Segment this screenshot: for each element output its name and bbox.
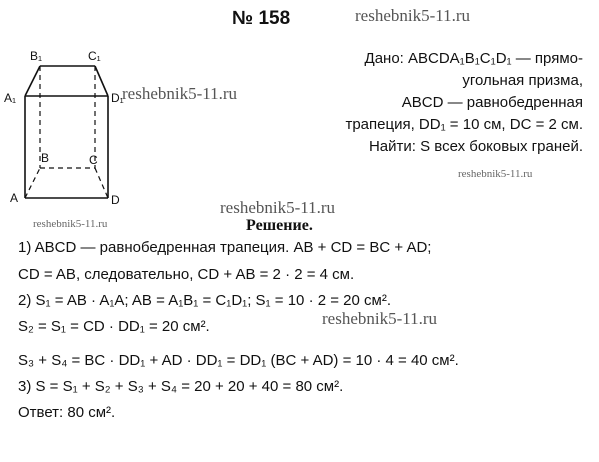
watermark-left-small: reshebnik5-11.ru	[33, 218, 108, 230]
given-line-2: угольная призма,	[462, 72, 583, 89]
label-a1: A₁	[4, 91, 17, 105]
problem-number: № 158	[232, 8, 291, 29]
solution-line-6: 3) S = S₁ + S₂ + S₃ + S₄ = 20 + 20 + 40 = 80 см².	[18, 378, 344, 395]
edge-ab	[25, 168, 40, 198]
watermark-top: reshebnik5-11.ru	[355, 6, 471, 25]
solution-heading: Решение.	[246, 217, 313, 234]
edge-cd	[95, 168, 108, 198]
watermark-lower: reshebnik5-11.ru	[322, 309, 438, 328]
label-d: D	[111, 193, 120, 207]
watermark-right-small: reshebnik5-11.ru	[458, 168, 533, 180]
label-d1: D₁	[111, 91, 124, 105]
label-b1: B₁	[30, 49, 43, 63]
label-a: A	[10, 191, 19, 205]
solution-line-5: S₃ + S₄ = BC · DD₁ + AD · DD₁ = DD₁ (BC + AD) = 10 · 4 = 40 см².	[18, 352, 459, 369]
watermark-figure: reshebnik5-11.ru	[122, 84, 238, 103]
solution-line-1: 1) ABCD — равнобедренная трапеция. AB + CD = BC + AD;	[18, 239, 432, 256]
edge-c1d1	[95, 66, 108, 96]
given-line-4: трапеция, DD₁ = 10 см, DC = 2 см.	[345, 116, 583, 133]
prism-figure	[0, 40, 135, 220]
watermark-mid: reshebnik5-11.ru	[220, 198, 336, 217]
solution-line-3: 2) S₁ = AB · A₁A; AB = A₁B₁ = C₁D₁; S₁ = 10 · 2 = 20 см².	[18, 292, 391, 309]
solution-line-4: S₂ = S₁ = CD · DD₁ = 20 см².	[18, 318, 210, 335]
answer-line: Ответ: 80 см².	[18, 404, 116, 421]
given-line-3: ABCD — равнобедренная	[401, 94, 583, 111]
solution-line-2: CD = AB, следовательно, CD + AB = 2 · 2 = 4 см.	[18, 266, 355, 283]
label-c: C	[89, 153, 98, 167]
edge-a1b1	[25, 66, 40, 96]
given-line-1: Дано: ABCDA₁B₁C₁D₁ — прямо-	[364, 50, 583, 67]
given-block	[345, 48, 583, 158]
find-line: Найти: S всех боковых граней.	[368, 138, 583, 155]
label-c1: C₁	[88, 49, 101, 63]
label-b: B	[41, 151, 50, 165]
